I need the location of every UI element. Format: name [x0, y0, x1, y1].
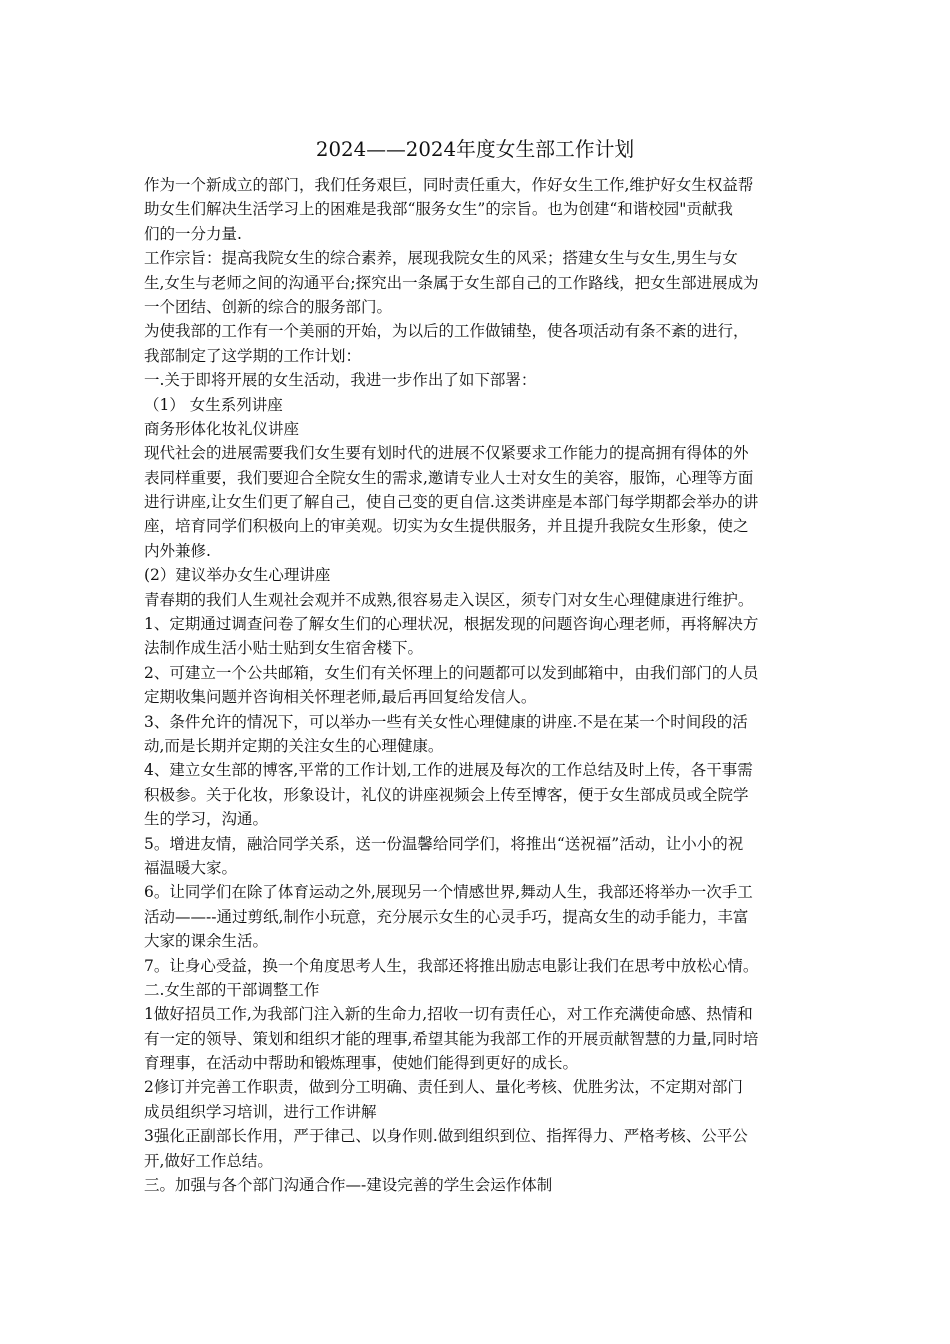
body-text-line: 动,而是长期并定期的关注女生的心理健康。 — [144, 736, 444, 755]
body-text-line: 4、建立女生部的博客,平常的工作计划,工作的进展及每次的工作总结及时上传，各干事需 — [144, 761, 753, 780]
body-text-line: 二.女生部的干部调整工作 — [144, 980, 320, 999]
body-text-line: 成员组织学习培训，进行工作讲解 — [144, 1102, 377, 1121]
body-text-line: 5。增进友情，融洽同学关系，送一份温馨给同学们，将推出“送祝福”活动，让小小的祝 — [144, 834, 744, 853]
body-text-line: 现代社会的进展需要我们女生要有划时代的进展不仅紧要求工作能力的提高拥有得体的外 — [144, 444, 749, 463]
body-text-line: 青春期的我们人生观社会观并不成熟,很容易走入误区，须专门对女生心理健康进行维护。 — [144, 590, 754, 609]
document-body — [144, 173, 812, 1197]
body-text-line: 作为一个新成立的部门，我们任务艰巨，同时责任重大，作好女生工作,维护好女生权益帮 — [144, 176, 754, 194]
body-text-line: 助女生们解决生活学习上的困难是我部“服务女生”的宗旨。也为创建“和谐校园"贡献我 — [144, 200, 733, 219]
body-text-line: 6。让同学们在除了体育运动之外,展现另一个情感世界,舞动人生，我部还将举办一次手工 — [144, 883, 753, 902]
body-text-line: 法制作成生活小贴士贴到女生宿舍楼下。 — [144, 639, 424, 658]
body-text-line: 生的学习，沟通。 — [144, 810, 269, 829]
document-title: 2024——2024年度女生部工作计划 — [315, 138, 635, 161]
body-text-line: 大家的课余生活。 — [144, 932, 269, 951]
body-text-line: （1） 女生系列讲座 — [144, 395, 283, 414]
body-text-line: 育理事，在活动中帮助和锻炼理事，使她们能得到更好的成长。 — [144, 1054, 579, 1073]
body-text-line: 生,女生与老师之间的沟通平台;探究出一条属于女生部自己的工作路线，把女生部进展成为 — [144, 273, 759, 292]
body-text-line: 我部制定了这学期的工作计划： — [144, 346, 362, 365]
body-text-line: 一.关于即将开展的女生活动，我进一步作出了如下部署： — [144, 371, 537, 390]
body-text-line: 3强化正副部长作用，严于律己、以身作则.做到组织到位、指挥得力、严格考核、公平公 — [144, 1127, 748, 1146]
body-text-line: 福温暖大家。 — [144, 858, 238, 877]
body-text-line: 一个团结、创新的综合的服务部门。 — [144, 297, 393, 316]
body-text-line: (2）建议举办女生心理讲座 — [144, 566, 331, 585]
body-text-line: 1、定期通过调查问卷了解女生们的心理状况，根据发现的问题咨询心理老师，再将解决方 — [144, 615, 759, 634]
body-text-line: 进行讲座,让女生们更了解自己，使自己变的更自信.这类讲座是本部门每学期都会举办的讲 — [144, 493, 759, 512]
body-text-line: 2、可建立一个公共邮箱，女生们有关怀理上的问题都可以发到邮箱中，由我们部门的人员 — [144, 663, 759, 682]
body-text-line: 座，培育同学们积极向上的审美观。切实为女生提供服务，并且提升我院女生形象，使之 — [144, 517, 749, 536]
body-text-line: 有一定的领导、策划和组织才能的理事,希望其能为我部工作的开展贡献智慧的力量,同时培 — [144, 1029, 759, 1048]
body-text-line: 开,做好工作总结。 — [144, 1151, 273, 1170]
body-text-line: 1做好招员工作,为我部门注入新的生命力,招收一切有责任心，对工作充满使命感、热情和 — [144, 1005, 753, 1024]
body-text-line: 定期收集问题并咨询相关怀理老师,最后再回复给发信人。 — [144, 688, 537, 707]
body-text-line: 为使我部的工作有一个美丽的开始，为以后的工作做铺垫，使各项活动有条不紊的进行， — [144, 322, 749, 341]
body-text-line: 三。加强与各个部门沟通合作—-建设完善的学生会运作体制 — [144, 1176, 553, 1195]
body-text-line: 商务形体化妆礼仪讲座 — [144, 419, 300, 438]
body-text-line: 内外兼修. — [144, 541, 211, 560]
body-text-line: 2修订并完善工作职责，做到分工明确、责任到人、量化考核、优胜劣汰，不定期对部门 — [144, 1078, 743, 1097]
body-text-line: 3、条件允许的情况下，可以举办一些有关女性心理健康的讲座.不是在某一个时间段的活 — [144, 712, 748, 731]
body-text-line: 工作宗旨：提高我院女生的综合素养，展现我院女生的风采；搭建女生与女生,男生与女 — [144, 249, 738, 268]
body-text-line: 积极参。关于化妆，形象设计，礼仪的讲座视频会上传至博客，便于女生部成员或全院学 — [144, 785, 749, 804]
body-text-line: 7。让身心受益，换一个角度思考人生，我部还将推出励志电影让我们在思考中放松心情。 — [144, 956, 759, 975]
body-text-line: 活动——--通过剪纸,制作小玩意，充分展示女生的心灵手巧，提高女生的动手能力，丰富 — [144, 907, 749, 926]
body-text-line: 表同样重要，我们要迎合全院女生的需求,邀请专业人士对女生的美容，服饰，心理等方面 — [144, 468, 754, 487]
body-text-line: 们的一分力量. — [144, 224, 242, 243]
